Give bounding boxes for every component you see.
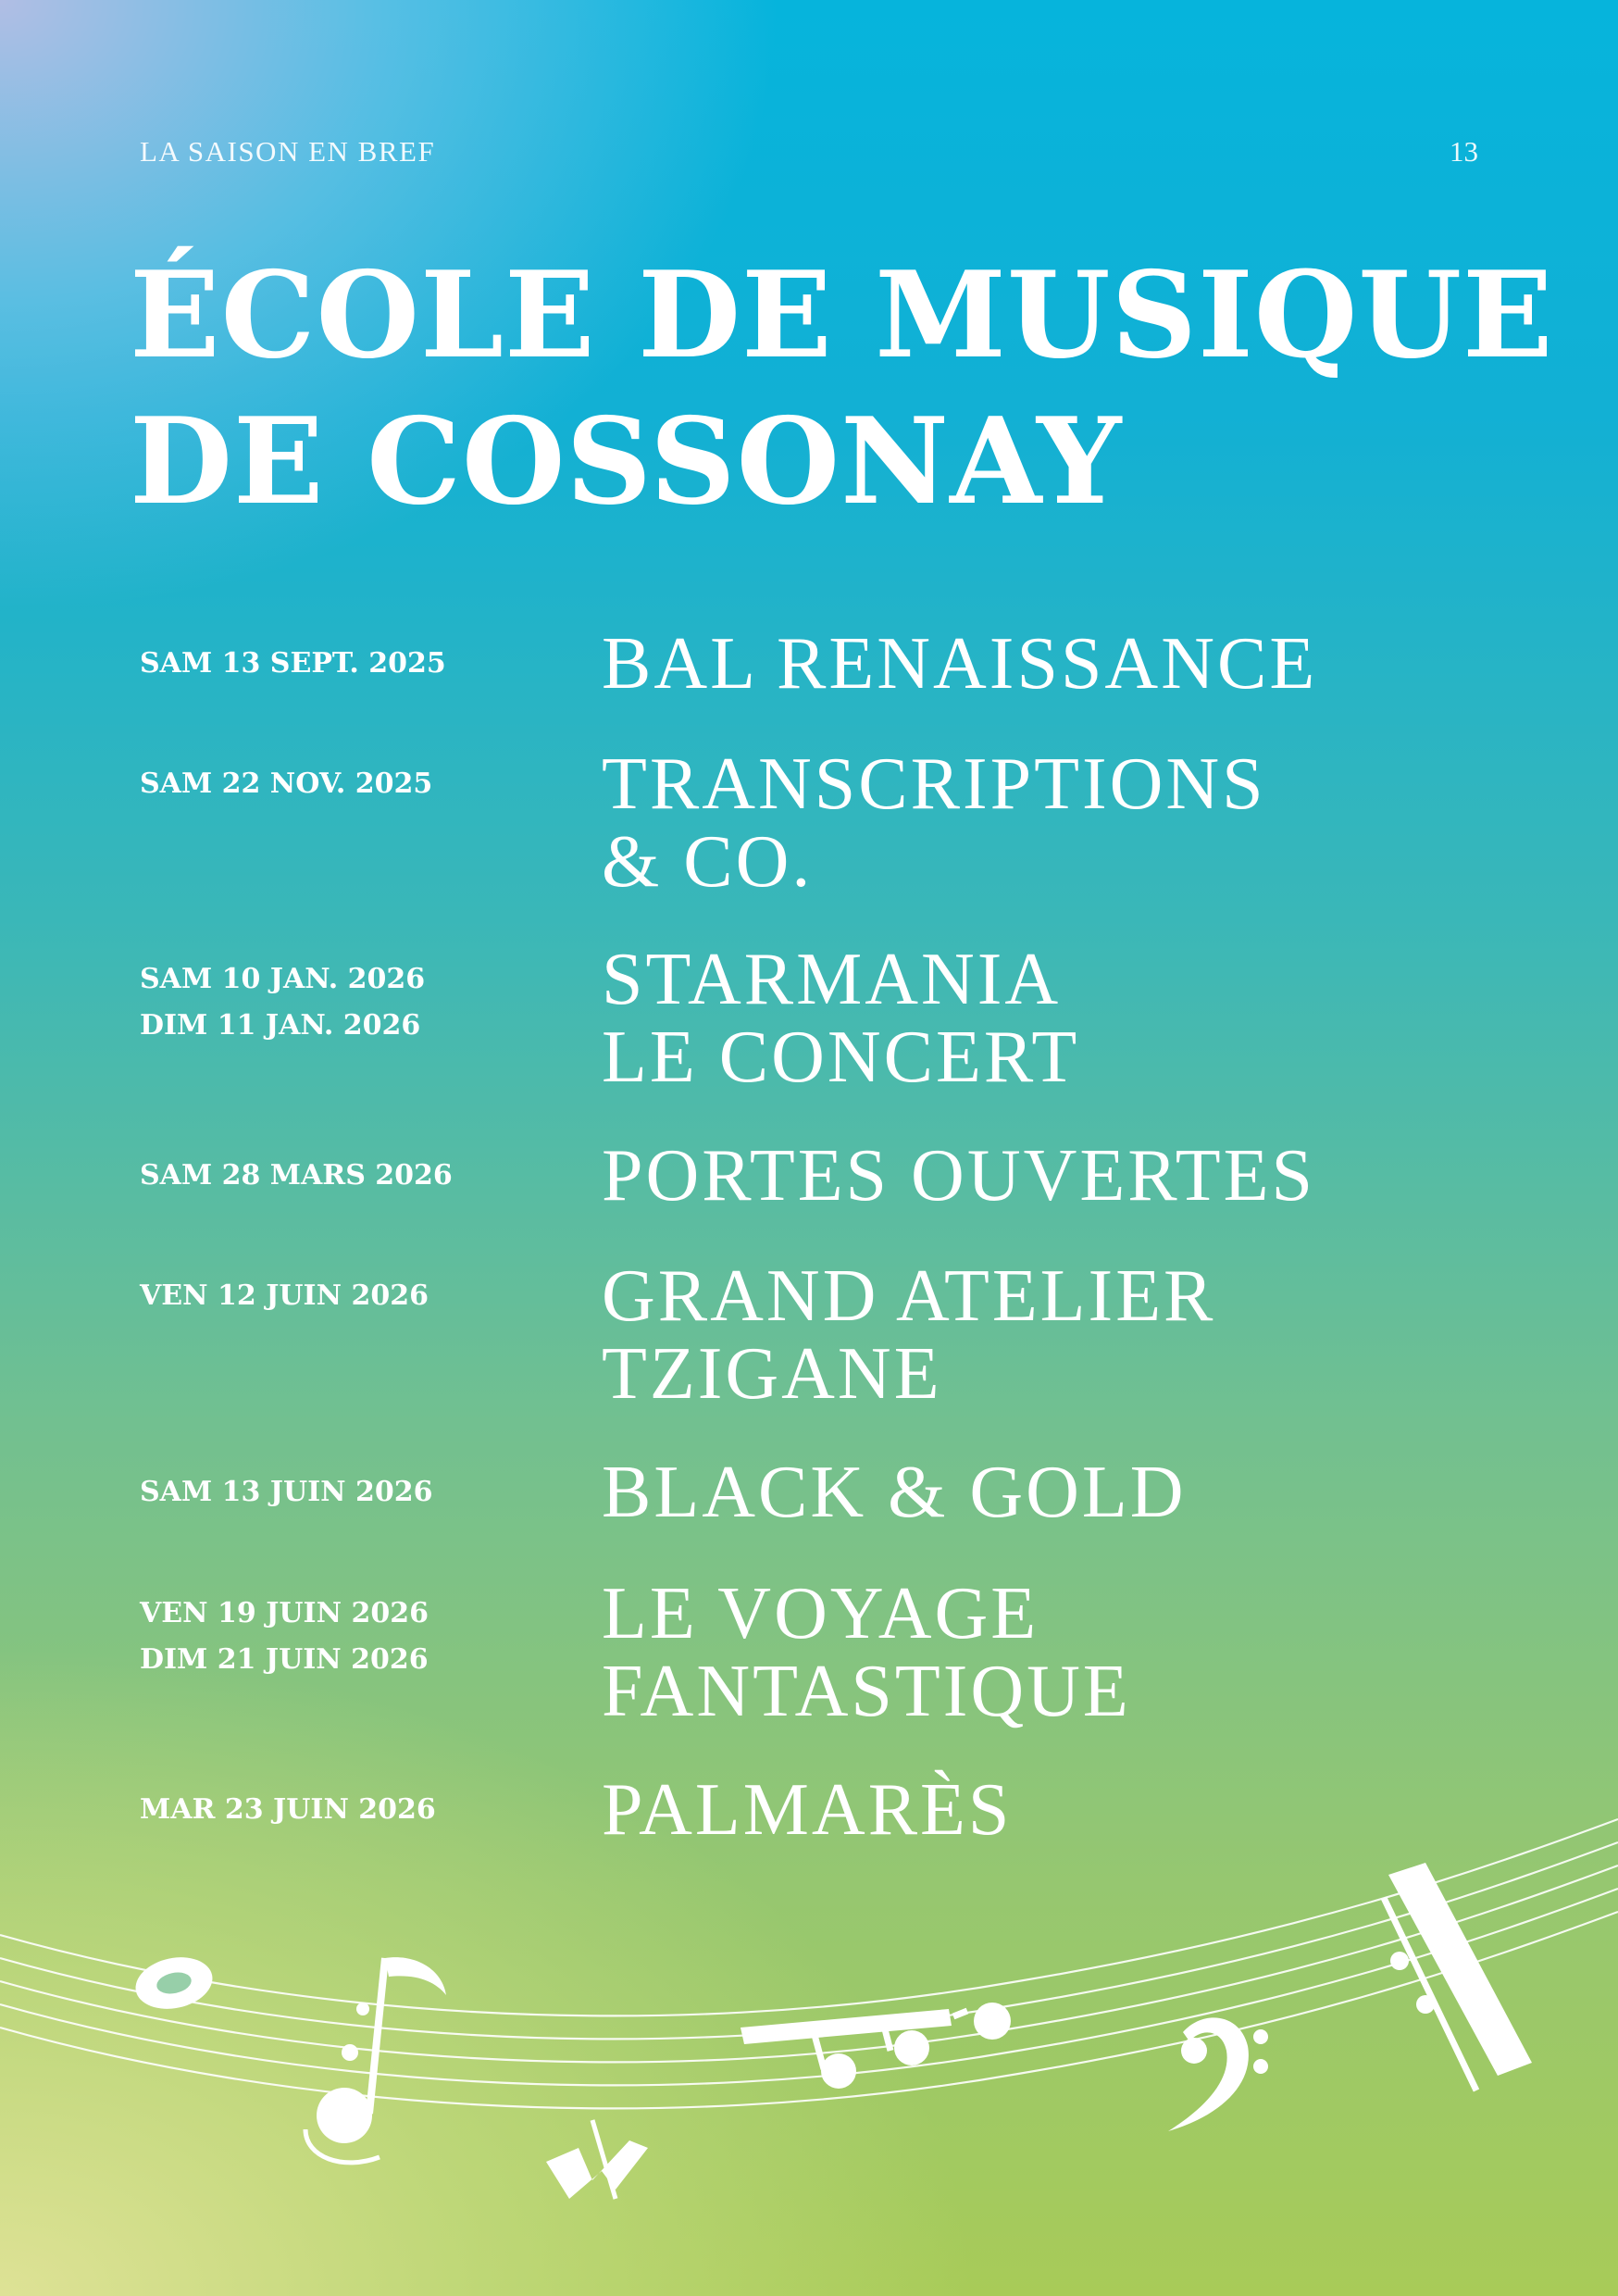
event-dates [140, 1273, 584, 1319]
event-title-line: PALMARÈS [602, 1769, 1013, 1851]
event-title-line: BAL RENAISSANCE [602, 623, 1318, 705]
event-title [602, 941, 1574, 1096]
event-date: SAM 13 SEPT. 2025 [140, 647, 446, 680]
event-title [602, 1257, 1574, 1413]
event-date: MAR 23 JUIN 2026 [140, 1793, 436, 1826]
page-number: 13 [1450, 135, 1478, 168]
event-dates [140, 956, 584, 1049]
event-title-line: LE CONCERT [602, 1017, 1080, 1098]
page-title-line-2: DE COSSONAY [130, 393, 1123, 531]
page-title [130, 243, 1574, 535]
event-date: SAM 13 JUIN 2026 [140, 1476, 433, 1508]
page-title-line-1: ÉCOLE DE MUSIQUE [130, 246, 1554, 385]
event-title [602, 625, 1574, 703]
event-title-line: TZIGANE [602, 1333, 942, 1415]
event-title [602, 1575, 1574, 1730]
event-date: DIM 21 JUIN 2026 [140, 1643, 429, 1676]
event-date: SAM 10 JAN. 2026 [140, 963, 426, 995]
event-title [602, 745, 1574, 901]
event-title-line: BLACK & GOLD [602, 1452, 1187, 1533]
music-staff-notes-icon [0, 1787, 1618, 2296]
event-dates [140, 641, 584, 687]
event-dates [140, 1469, 584, 1516]
event-dates [140, 1153, 584, 1199]
event-date: VEN 19 JUIN 2026 [140, 1597, 429, 1629]
event-dates [140, 1591, 584, 1683]
event-title-line: & CO. [602, 821, 814, 903]
event-title-line: STARMANIA [602, 939, 1062, 1020]
event-title-line: PORTES OUVERTES [602, 1135, 1316, 1217]
event-date: DIM 11 JAN. 2026 [140, 1009, 421, 1042]
event-dates [140, 761, 584, 807]
event-date: VEN 12 JUIN 2026 [140, 1279, 429, 1312]
event-title-line: TRANSCRIPTIONS [602, 743, 1266, 825]
event-title-line: GRAND ATELIER [602, 1255, 1216, 1337]
event-title [602, 1454, 1574, 1531]
section-header: LA SAISON EN BREF [140, 135, 436, 168]
event-title [602, 1137, 1574, 1215]
event-date: SAM 22 NOV. 2025 [140, 767, 433, 800]
event-title-line: LE VOYAGE [602, 1573, 1039, 1654]
event-title-line: FANTASTIQUE [602, 1651, 1131, 1732]
event-date: SAM 28 MARS 2026 [140, 1159, 453, 1192]
